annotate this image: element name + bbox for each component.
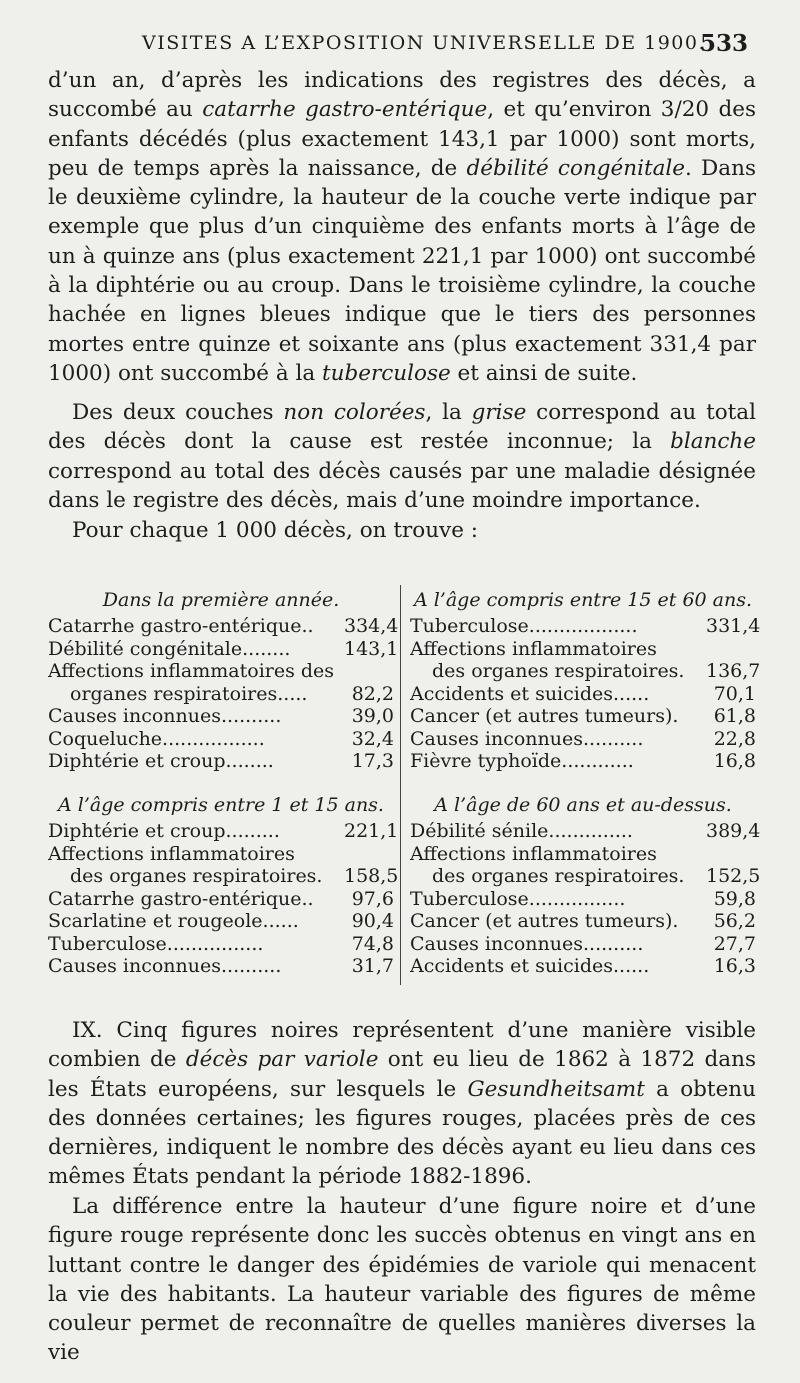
table-heading: A l’âge compris entre 1 et 15 ans. [58, 794, 384, 816]
table-row: Accidents et suicides...... 16,3 [410, 955, 756, 977]
paragraph-cylinders: d’un an, d’après les indications des registres des décès, a succombé au catarrhe gastro-entérique, et qu’environ 3/20 des enfants décédés (plus exactement 143,1 par 1000) sont morts, peu de temps après la naissance, de débilité congénitale. Dans le deuxième cylindre, la hauteur de la couche verte indique par exemple que plus d’un cinquième des enfants morts à l’âge de un à quinze ans (plus exactement 221,1 par 1000) ont succombé à la diphtérie ou au croup. Dans le troisième cylindre, la couche hachée en lignes bleues indique que le tiers des personnes mortes entre quinze et soixante ans (plus exactement 331,4 par 1000) ont succombé à la tuberculose et ainsi de suite. [48, 68, 756, 386]
table-row: des organes respiratoires. 158,5 [70, 865, 399, 887]
table-row: Scarlatine et rougeole...... 90,4 [48, 910, 394, 932]
page-header [0, 28, 800, 64]
table-first-year [48, 585, 399, 773]
table-age-15-60 [410, 585, 761, 773]
paragraph-difference: La différence entre la hauteur d’une figure noire et d’une figure rouge représente donc les succès obtenus en vingt ans en luttant contre le danger des épidémies de variole qui menacent la vie des habitants. La hauteur variable des figures de même couleur permet de reconnaître de quelles manières diverses la vie [48, 1194, 756, 1366]
table-row: Diphtérie et croup......... 221,1 [48, 820, 399, 842]
table-heading: Dans la première année. [102, 589, 340, 611]
table-row: Causes inconnues.......... 22,8 [410, 727, 756, 750]
table-heading: A l’âge de 60 ans et au-dessus. [434, 794, 732, 816]
table-row: Tuberculose................ 74,8 [48, 932, 394, 955]
table-row: Causes inconnues.......... 31,7 [48, 955, 394, 977]
table-row: Tuberculose................ 59,8 [410, 887, 756, 910]
table-row: Affections inflammatoires des [48, 660, 335, 682]
table-row: Débilité sénile.............. 389,4 [410, 820, 761, 842]
table-row: Affections inflammatoires [410, 637, 657, 660]
table-row: Diphtérie et croup........ 17,3 [48, 750, 394, 772]
running-title: VISITES A L’EXPOSITION UNIVERSELLE DE 1900. [142, 32, 707, 54]
page-number: 533 [700, 30, 749, 57]
table-row: des organes respiratoires. 136,7 [432, 660, 761, 682]
table-row: Catarrhe gastro-entérique.. 97,6 [48, 887, 394, 910]
column-divider [400, 585, 401, 985]
table-row: Fièvre typhoïde............ 16,8 [410, 750, 756, 772]
table-row: Causes inconnues.......... 27,7 [410, 932, 756, 955]
paragraph-uncolored-layers: Des deux couches non colorées, la grise correspond au total des décès dont la cause est restée inconnue; la blanche correspond au total des décès causés par une maladie désignée dans le registre des décès, mais d’une moindre importance. [48, 400, 757, 513]
table-row: Catarrhe gastro-entérique.. 334,4 [48, 615, 399, 637]
table-row: Cancer (et autres tumeurs). 61,8 [410, 705, 756, 727]
table-row: Affections inflammatoires [48, 842, 295, 865]
paragraph-smallpox-figures: IX. Cinq figures noires représentent d’une manière visible combien de décès par variole ont eu lieu de 1862 à 1872 dans les États européens, sur lesquels le Gesundheitsamt a obtenu des données certaines; les figures rouges, placées près de ces dernières, indiquent le nombre des décès ayant eu lieu dans ces mêmes États pendant la période 1882-1896. [48, 1018, 756, 1190]
table-age-1-15 [48, 790, 399, 978]
table-lead: Pour chaque 1 000 décès, on trouve : [72, 518, 478, 543]
table-row: organes respiratoires..... 82,2 [70, 682, 394, 705]
table-row: Accidents et suicides...... 70,1 [410, 682, 756, 705]
table-heading: A l’âge compris entre 15 et 60 ans. [413, 589, 753, 611]
table-row: Tuberculose.................. 331,4 [410, 615, 761, 637]
table-row: Coqueluche................. 32,4 [48, 727, 394, 750]
table-row: des organes respiratoires. 152,5 [432, 865, 761, 887]
table-row: Affections inflammatoires [410, 842, 657, 865]
table-row: Causes inconnues.......... 39,0 [48, 705, 394, 727]
table-row: Cancer (et autres tumeurs). 56,2 [410, 910, 756, 932]
table-row: Débilité congénitale........ 143,1 [48, 637, 399, 660]
table-age-60-plus [410, 790, 761, 978]
